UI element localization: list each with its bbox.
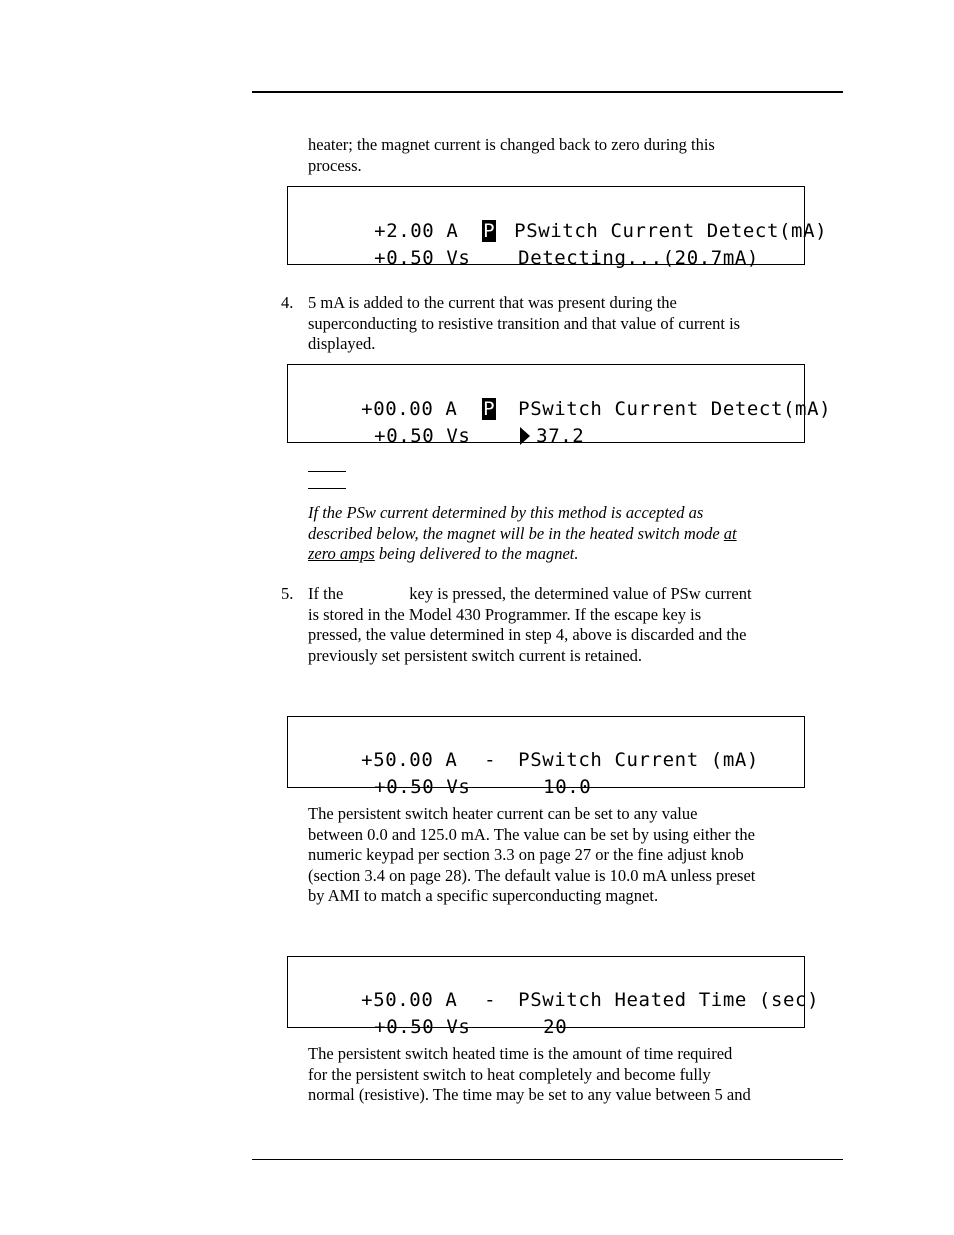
note-rule (308, 471, 346, 472)
lcd-display-detected (287, 364, 832, 447)
text-line: by AMI to match a specific superconducting magnet. (308, 886, 659, 905)
text-line: The persistent switch heater current can be set to any value (308, 804, 698, 823)
step-4-text (308, 293, 843, 355)
lcd-mode-indicator: - (484, 989, 497, 1011)
note-text (308, 503, 843, 565)
step-5-text (308, 584, 843, 666)
text-line: key is pressed, the determined value of PSw current (409, 584, 752, 603)
lcd-voltage: +0.50 Vs (374, 1016, 471, 1038)
text-line: superconducting to resistive transition and that value of current is (308, 313, 741, 333)
lcd-value: 37.2 (536, 425, 585, 447)
lcd-voltage: +0.50 Vs (374, 776, 471, 798)
cursor-arrow-icon (520, 427, 530, 445)
text-line: (section 3.4 on page 28). The default value is 10.0 mA unless preset (308, 865, 756, 885)
text-line: displayed. (308, 334, 376, 353)
text-line: If the PSw current determined by this method is accepted as (308, 503, 704, 522)
lcd-value: 20 (543, 1016, 568, 1038)
lcd-current: +50.00 A (361, 989, 458, 1011)
text-line: 5 mA is added to the current that was present during the (308, 293, 677, 312)
text-line: previously set persistent switch current is retained. (308, 645, 643, 665)
lcd-voltage: +0.50 Vs (374, 247, 471, 269)
text-line: If the (308, 584, 344, 603)
text-line: normal (resistive). The time may be set to any value between 5 and (308, 1085, 751, 1104)
lcd-title: PSwitch Current (mA) (518, 749, 759, 771)
lcd-title: PSwitch Current Detect(mA) (514, 220, 828, 242)
lcd-display-detecting (287, 186, 828, 269)
lcd-mode-indicator: - (484, 749, 497, 771)
text-line: heater; the magnet current is changed back to zero during this (308, 135, 715, 154)
text-line: described below, the magnet will be in the heated switch mode (308, 523, 724, 543)
paragraph-switch-current (308, 804, 843, 907)
text-line: numeric keypad per section 3.3 on page 27 or the fine adjust knob (308, 845, 744, 864)
note-rule (308, 488, 346, 489)
text-line: pressed, the value determined in step 4, above is discarded and the (308, 625, 747, 644)
step-number: 4. (281, 293, 294, 312)
underlined-text: zero amps (308, 544, 375, 563)
footer-rule (252, 1159, 843, 1160)
lcd-current: +2.00 A (374, 220, 459, 242)
lcd-title: PSwitch Current Detect(mA) (518, 398, 832, 420)
lcd-voltage: +0.50 Vs (374, 425, 471, 447)
lcd-mode-indicator: P (483, 220, 496, 242)
paragraph-heated-time (308, 1044, 843, 1106)
underlined-text: at (723, 523, 737, 543)
lcd-value: Detecting...(20.7mA) (518, 247, 759, 269)
lcd-value: 10.0 (543, 776, 592, 798)
lcd-mode-indicator: P (483, 398, 496, 420)
lcd-display-heated-time (287, 956, 820, 1038)
text-line: is stored in the Model 430 Programmer. If the escape key is (308, 604, 702, 624)
header-rule (252, 91, 843, 93)
paragraph-heater (308, 135, 843, 176)
text-line: The persistent switch heated time is the amount of time required (308, 1044, 733, 1063)
step-number: 5. (281, 584, 294, 603)
text-line: being delivered to the magnet. (374, 544, 579, 563)
text-line: for the persistent switch to heat completely and become fully (308, 1064, 711, 1084)
lcd-current: +00.00 A (361, 398, 458, 420)
text-line: process. (308, 155, 362, 175)
lcd-display-switch-current (287, 716, 805, 798)
lcd-current: +50.00 A (361, 749, 458, 771)
lcd-title: PSwitch Heated Time (sec) (518, 989, 820, 1011)
text-line: between 0.0 and 125.0 mA. The value can be set by using either the (308, 824, 755, 844)
